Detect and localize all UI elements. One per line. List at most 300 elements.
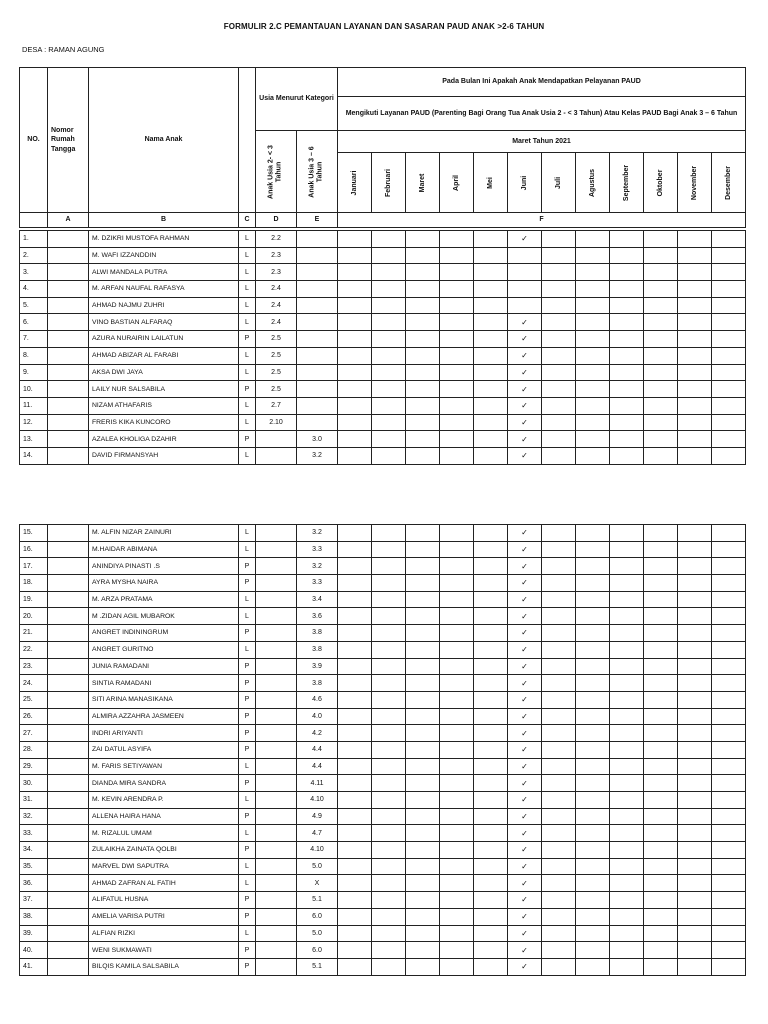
month-cell-februari bbox=[372, 708, 406, 725]
table-row bbox=[20, 725, 746, 742]
check-mark-icon: ✓ bbox=[521, 334, 528, 344]
row-gender: L bbox=[239, 792, 256, 809]
month-cell-agustus bbox=[576, 792, 610, 809]
month-cell-januari bbox=[338, 942, 372, 959]
row-gender: L bbox=[239, 758, 256, 775]
month-header-juni bbox=[508, 153, 542, 213]
month-cell-april bbox=[440, 641, 474, 658]
row-number: 14. bbox=[20, 447, 48, 464]
month-cell-februari bbox=[372, 591, 406, 608]
table-row bbox=[20, 908, 746, 925]
month-cell-februari bbox=[372, 231, 406, 248]
row-age-3-6 bbox=[297, 231, 338, 248]
month-cell-oktober bbox=[644, 875, 678, 892]
month-cell-maret bbox=[406, 231, 440, 248]
month-cell-april bbox=[440, 625, 474, 642]
row-age-3-6 bbox=[297, 331, 338, 348]
month-cell-april bbox=[440, 231, 474, 248]
month-cell-februari bbox=[372, 541, 406, 558]
month-cell-september bbox=[610, 347, 644, 364]
table-row bbox=[20, 231, 746, 248]
row-number: 10. bbox=[20, 381, 48, 398]
month-header-november bbox=[678, 153, 712, 213]
month-cell-juli bbox=[542, 541, 576, 558]
month-cell-juli bbox=[542, 925, 576, 942]
month-cell-april bbox=[440, 958, 474, 975]
month-cell-april bbox=[440, 725, 474, 742]
row-nomor-rumah-tangga bbox=[48, 641, 89, 658]
month-cell-juni bbox=[508, 431, 542, 448]
row-child-name: ALFIAN RIZKI bbox=[89, 925, 239, 942]
row-gender: P bbox=[239, 725, 256, 742]
month-cell-maret bbox=[406, 331, 440, 348]
row-age-2-3 bbox=[256, 575, 297, 592]
month-cell-januari bbox=[338, 958, 372, 975]
month-cell-februari bbox=[372, 431, 406, 448]
row-age-2-3: 2.7 bbox=[256, 397, 297, 414]
month-cell-juli bbox=[542, 725, 576, 742]
row-number: 22. bbox=[20, 641, 48, 658]
row-gender: P bbox=[239, 908, 256, 925]
table-row bbox=[20, 741, 746, 758]
month-cell-november bbox=[678, 725, 712, 742]
month-cell-januari bbox=[338, 297, 372, 314]
month-cell-oktober bbox=[644, 925, 678, 942]
month-cell-desember bbox=[712, 541, 746, 558]
row-nomor-rumah-tangga bbox=[48, 858, 89, 875]
month-cell-januari bbox=[338, 658, 372, 675]
month-cell-agustus bbox=[576, 758, 610, 775]
month-cell-juli bbox=[542, 792, 576, 809]
month-cell-mei bbox=[474, 364, 508, 381]
row-child-name: AZALEA KHOLIGA DZAHIR bbox=[89, 431, 239, 448]
row-gender: P bbox=[239, 892, 256, 909]
row-child-name: JUNIA RAMADANI bbox=[89, 658, 239, 675]
row-gender: L bbox=[239, 347, 256, 364]
row-age-3-6: 3.4 bbox=[297, 591, 338, 608]
row-age-2-3 bbox=[256, 942, 297, 959]
row-age-2-3: 2.2 bbox=[256, 231, 297, 248]
month-cell-desember bbox=[712, 347, 746, 364]
table-row bbox=[20, 808, 746, 825]
month-cell-januari bbox=[338, 892, 372, 909]
month-cell-oktober bbox=[644, 314, 678, 331]
month-cell-agustus bbox=[576, 842, 610, 859]
row-age-3-6: 5.1 bbox=[297, 892, 338, 909]
month-cell-mei bbox=[474, 575, 508, 592]
month-cell-mei bbox=[474, 908, 508, 925]
month-cell-januari bbox=[338, 825, 372, 842]
month-cell-januari bbox=[338, 741, 372, 758]
letter-f: F bbox=[338, 213, 746, 228]
row-age-2-3: 2.5 bbox=[256, 364, 297, 381]
month-cell-desember bbox=[712, 558, 746, 575]
row-age-2-3 bbox=[256, 741, 297, 758]
month-cell-desember bbox=[712, 708, 746, 725]
table-row bbox=[20, 792, 746, 809]
table-row bbox=[20, 431, 746, 448]
month-cell-juli bbox=[542, 331, 576, 348]
month-cell-mei bbox=[474, 658, 508, 675]
row-child-name: LAILY NUR SALSABILA bbox=[89, 381, 239, 398]
row-number: 29. bbox=[20, 758, 48, 775]
row-child-name: M. FARIS SETIYAWAN bbox=[89, 758, 239, 775]
month-cell-april bbox=[440, 675, 474, 692]
month-cell-agustus bbox=[576, 725, 610, 742]
row-number: 4. bbox=[20, 281, 48, 298]
month-cell-november bbox=[678, 364, 712, 381]
check-mark-icon: ✓ bbox=[521, 678, 528, 688]
month-cell-agustus bbox=[576, 364, 610, 381]
month-cell-juni bbox=[508, 541, 542, 558]
month-cell-april bbox=[440, 331, 474, 348]
month-cell-februari bbox=[372, 558, 406, 575]
month-cell-januari bbox=[338, 575, 372, 592]
row-gender: L bbox=[239, 875, 256, 892]
month-cell-mei bbox=[474, 675, 508, 692]
month-cell-januari bbox=[338, 908, 372, 925]
row-age-3-6: 4.9 bbox=[297, 808, 338, 825]
row-child-name: MARVEL DWI SAPUTRA bbox=[89, 858, 239, 875]
row-child-name: ZAI DATUL ASYIFA bbox=[89, 741, 239, 758]
letter-d: D bbox=[256, 213, 297, 228]
month-cell-november bbox=[678, 397, 712, 414]
row-age-2-3 bbox=[256, 658, 297, 675]
month-cell-agustus bbox=[576, 525, 610, 542]
month-cell-september bbox=[610, 842, 644, 859]
table-row bbox=[20, 825, 746, 842]
month-cell-desember bbox=[712, 808, 746, 825]
month-cell-juni bbox=[508, 675, 542, 692]
row-age-3-6: 5.0 bbox=[297, 925, 338, 942]
row-gender: L bbox=[239, 247, 256, 264]
month-cell-februari bbox=[372, 641, 406, 658]
month-cell-november bbox=[678, 758, 712, 775]
month-cell-juli bbox=[542, 525, 576, 542]
month-cell-mei bbox=[474, 942, 508, 959]
month-cell-juni bbox=[508, 364, 542, 381]
check-mark-icon: ✓ bbox=[521, 695, 528, 705]
month-cell-april bbox=[440, 825, 474, 842]
month-cell-april bbox=[440, 558, 474, 575]
row-number: 5. bbox=[20, 297, 48, 314]
month-cell-maret bbox=[406, 297, 440, 314]
month-cell-maret bbox=[406, 958, 440, 975]
month-cell-agustus bbox=[576, 808, 610, 825]
month-cell-juli bbox=[542, 825, 576, 842]
month-cell-september bbox=[610, 297, 644, 314]
month-label: Maret bbox=[418, 173, 426, 192]
row-child-name: WENI SUKMAWATI bbox=[89, 942, 239, 959]
row-child-name: ALMIRA AZZAHRA JASMEEN bbox=[89, 708, 239, 725]
month-cell-februari bbox=[372, 525, 406, 542]
month-cell-maret bbox=[406, 397, 440, 414]
check-mark-icon: ✓ bbox=[521, 645, 528, 655]
month-cell-september bbox=[610, 247, 644, 264]
month-cell-desember bbox=[712, 875, 746, 892]
month-cell-september bbox=[610, 675, 644, 692]
row-age-2-3 bbox=[256, 725, 297, 742]
month-cell-mei bbox=[474, 247, 508, 264]
month-cell-april bbox=[440, 591, 474, 608]
row-child-name: M.HAIDAR ABIMANA bbox=[89, 541, 239, 558]
month-cell-september bbox=[610, 892, 644, 909]
row-age-3-6: 4.11 bbox=[297, 775, 338, 792]
month-cell-oktober bbox=[644, 525, 678, 542]
month-cell-agustus bbox=[576, 741, 610, 758]
month-cell-desember bbox=[712, 675, 746, 692]
month-cell-november bbox=[678, 447, 712, 464]
month-cell-agustus bbox=[576, 541, 610, 558]
month-cell-november bbox=[678, 347, 712, 364]
month-cell-juni bbox=[508, 842, 542, 859]
month-cell-agustus bbox=[576, 447, 610, 464]
table-row bbox=[20, 525, 746, 542]
row-number: 25. bbox=[20, 691, 48, 708]
row-age-3-6: 3.8 bbox=[297, 625, 338, 642]
month-cell-oktober bbox=[644, 625, 678, 642]
month-cell-april bbox=[440, 264, 474, 281]
month-cell-juni bbox=[508, 858, 542, 875]
month-cell-maret bbox=[406, 541, 440, 558]
month-header-maret bbox=[406, 153, 440, 213]
month-cell-november bbox=[678, 281, 712, 298]
table-row bbox=[20, 942, 746, 959]
month-cell-desember bbox=[712, 591, 746, 608]
row-nomor-rumah-tangga bbox=[48, 575, 89, 592]
row-nomor-rumah-tangga bbox=[48, 364, 89, 381]
month-cell-februari bbox=[372, 958, 406, 975]
row-number: 36. bbox=[20, 875, 48, 892]
month-cell-november bbox=[678, 264, 712, 281]
row-nomor-rumah-tangga bbox=[48, 792, 89, 809]
check-mark-icon: ✓ bbox=[521, 878, 528, 888]
month-cell-maret bbox=[406, 658, 440, 675]
month-cell-juni bbox=[508, 908, 542, 925]
month-cell-september bbox=[610, 397, 644, 414]
month-cell-juli bbox=[542, 447, 576, 464]
check-mark-icon: ✓ bbox=[521, 595, 528, 605]
month-cell-agustus bbox=[576, 264, 610, 281]
month-cell-april bbox=[440, 925, 474, 942]
row-age-3-6 bbox=[297, 381, 338, 398]
month-cell-juni bbox=[508, 414, 542, 431]
row-child-name: BILQIS KAMILA SALSABILA bbox=[89, 958, 239, 975]
month-cell-agustus bbox=[576, 281, 610, 298]
month-cell-agustus bbox=[576, 691, 610, 708]
data-table-part2 bbox=[19, 524, 746, 976]
month-cell-desember bbox=[712, 842, 746, 859]
row-gender: P bbox=[239, 775, 256, 792]
month-cell-juni bbox=[508, 725, 542, 742]
month-cell-juli bbox=[542, 281, 576, 298]
month-cell-april bbox=[440, 414, 474, 431]
table-row bbox=[20, 397, 746, 414]
month-cell-november bbox=[678, 381, 712, 398]
table-row bbox=[20, 297, 746, 314]
month-cell-april bbox=[440, 364, 474, 381]
month-cell-september bbox=[610, 314, 644, 331]
check-mark-icon: ✓ bbox=[521, 812, 528, 822]
row-child-name: ANGRET INDININGRUM bbox=[89, 625, 239, 642]
month-cell-september bbox=[610, 558, 644, 575]
month-cell-februari bbox=[372, 381, 406, 398]
month-cell-juli bbox=[542, 231, 576, 248]
month-cell-mei bbox=[474, 792, 508, 809]
month-cell-desember bbox=[712, 892, 746, 909]
month-cell-november bbox=[678, 431, 712, 448]
month-cell-mei bbox=[474, 347, 508, 364]
letter-b: B bbox=[89, 213, 239, 228]
month-cell-januari bbox=[338, 875, 372, 892]
header-no: NO. bbox=[20, 68, 48, 213]
row-age-2-3 bbox=[256, 708, 297, 725]
month-cell-oktober bbox=[644, 825, 678, 842]
row-child-name: SINTIA RAMADANI bbox=[89, 675, 239, 692]
month-cell-agustus bbox=[576, 625, 610, 642]
row-number: 40. bbox=[20, 942, 48, 959]
row-age-3-6: X bbox=[297, 875, 338, 892]
table-row bbox=[20, 575, 746, 592]
data-table-part1 bbox=[19, 230, 746, 465]
month-cell-agustus bbox=[576, 942, 610, 959]
month-cell-juli bbox=[542, 908, 576, 925]
row-age-2-3 bbox=[256, 691, 297, 708]
check-mark-icon: ✓ bbox=[521, 828, 528, 838]
row-number: 13. bbox=[20, 431, 48, 448]
month-cell-juli bbox=[542, 842, 576, 859]
month-cell-maret bbox=[406, 825, 440, 842]
month-cell-november bbox=[678, 297, 712, 314]
row-number: 19. bbox=[20, 591, 48, 608]
month-cell-oktober bbox=[644, 942, 678, 959]
month-cell-november bbox=[678, 925, 712, 942]
row-nomor-rumah-tangga bbox=[48, 591, 89, 608]
month-cell-oktober bbox=[644, 775, 678, 792]
row-nomor-rumah-tangga bbox=[48, 892, 89, 909]
month-cell-mei bbox=[474, 842, 508, 859]
month-cell-desember bbox=[712, 314, 746, 331]
month-cell-mei bbox=[474, 725, 508, 742]
month-cell-november bbox=[678, 942, 712, 959]
check-mark-icon: ✓ bbox=[521, 761, 528, 771]
month-cell-januari bbox=[338, 447, 372, 464]
month-cell-desember bbox=[712, 525, 746, 542]
month-cell-juli bbox=[542, 364, 576, 381]
desa-label: DESA : RAMAN AGUNG bbox=[22, 45, 105, 54]
month-cell-juli bbox=[542, 641, 576, 658]
month-cell-desember bbox=[712, 725, 746, 742]
month-cell-mei bbox=[474, 775, 508, 792]
month-cell-maret bbox=[406, 281, 440, 298]
month-cell-januari bbox=[338, 691, 372, 708]
check-mark-icon: ✓ bbox=[521, 545, 528, 555]
month-cell-oktober bbox=[644, 758, 678, 775]
month-cell-juni bbox=[508, 641, 542, 658]
month-cell-november bbox=[678, 591, 712, 608]
row-age-3-6: 4.4 bbox=[297, 741, 338, 758]
check-mark-icon: ✓ bbox=[521, 451, 528, 461]
month-cell-januari bbox=[338, 347, 372, 364]
month-cell-oktober bbox=[644, 908, 678, 925]
month-cell-juni bbox=[508, 792, 542, 809]
month-cell-agustus bbox=[576, 331, 610, 348]
month-cell-september bbox=[610, 725, 644, 742]
month-cell-agustus bbox=[576, 875, 610, 892]
month-cell-juli bbox=[542, 608, 576, 625]
row-gender: P bbox=[239, 958, 256, 975]
row-nomor-rumah-tangga bbox=[48, 247, 89, 264]
month-cell-februari bbox=[372, 347, 406, 364]
row-age-3-6 bbox=[297, 397, 338, 414]
row-gender: P bbox=[239, 381, 256, 398]
row-child-name: ALWI MANDALA PUTRA bbox=[89, 264, 239, 281]
check-mark-icon: ✓ bbox=[521, 317, 528, 327]
month-cell-agustus bbox=[576, 775, 610, 792]
month-cell-september bbox=[610, 641, 644, 658]
check-mark-icon: ✓ bbox=[521, 862, 528, 872]
month-cell-maret bbox=[406, 264, 440, 281]
row-age-3-6: 3.2 bbox=[297, 558, 338, 575]
header-nomor-rumah-tangga: Nomor Rumah Tangga bbox=[48, 68, 89, 213]
month-cell-agustus bbox=[576, 231, 610, 248]
row-nomor-rumah-tangga bbox=[48, 558, 89, 575]
table-row bbox=[20, 558, 746, 575]
row-number: 17. bbox=[20, 558, 48, 575]
month-label: Februari bbox=[384, 168, 392, 197]
month-cell-juni bbox=[508, 264, 542, 281]
month-cell-juli bbox=[542, 775, 576, 792]
row-number: 21. bbox=[20, 625, 48, 642]
row-number: 27. bbox=[20, 725, 48, 742]
table-row bbox=[20, 691, 746, 708]
month-cell-agustus bbox=[576, 608, 610, 625]
month-cell-september bbox=[610, 591, 644, 608]
row-number: 1. bbox=[20, 231, 48, 248]
row-child-name: SITI ARINA MANASIKANA bbox=[89, 691, 239, 708]
row-age-2-3 bbox=[256, 591, 297, 608]
row-age-3-6: 3.8 bbox=[297, 641, 338, 658]
table-row bbox=[20, 281, 746, 298]
month-cell-januari bbox=[338, 247, 372, 264]
month-cell-oktober bbox=[644, 347, 678, 364]
row-child-name: DAVID FIRMANSYAH bbox=[89, 447, 239, 464]
check-mark-icon: ✓ bbox=[521, 912, 528, 922]
month-cell-februari bbox=[372, 675, 406, 692]
month-cell-mei bbox=[474, 591, 508, 608]
usia-d-label: Anak Usia 2- < 3 Tahun bbox=[267, 144, 283, 199]
month-cell-september bbox=[610, 575, 644, 592]
month-cell-juni bbox=[508, 892, 542, 909]
month-cell-november bbox=[678, 775, 712, 792]
month-cell-november bbox=[678, 958, 712, 975]
row-number: 7. bbox=[20, 331, 48, 348]
row-number: 23. bbox=[20, 658, 48, 675]
check-mark-icon: ✓ bbox=[521, 962, 528, 972]
table-row bbox=[20, 314, 746, 331]
row-age-3-6 bbox=[297, 264, 338, 281]
month-cell-mei bbox=[474, 431, 508, 448]
row-gender: P bbox=[239, 625, 256, 642]
month-cell-november bbox=[678, 541, 712, 558]
row-number: 32. bbox=[20, 808, 48, 825]
month-cell-juli bbox=[542, 314, 576, 331]
month-cell-desember bbox=[712, 397, 746, 414]
check-mark-icon: ✓ bbox=[521, 234, 528, 244]
month-cell-mei bbox=[474, 608, 508, 625]
row-number: 28. bbox=[20, 741, 48, 758]
row-child-name: AKSA DWI JAYA bbox=[89, 364, 239, 381]
